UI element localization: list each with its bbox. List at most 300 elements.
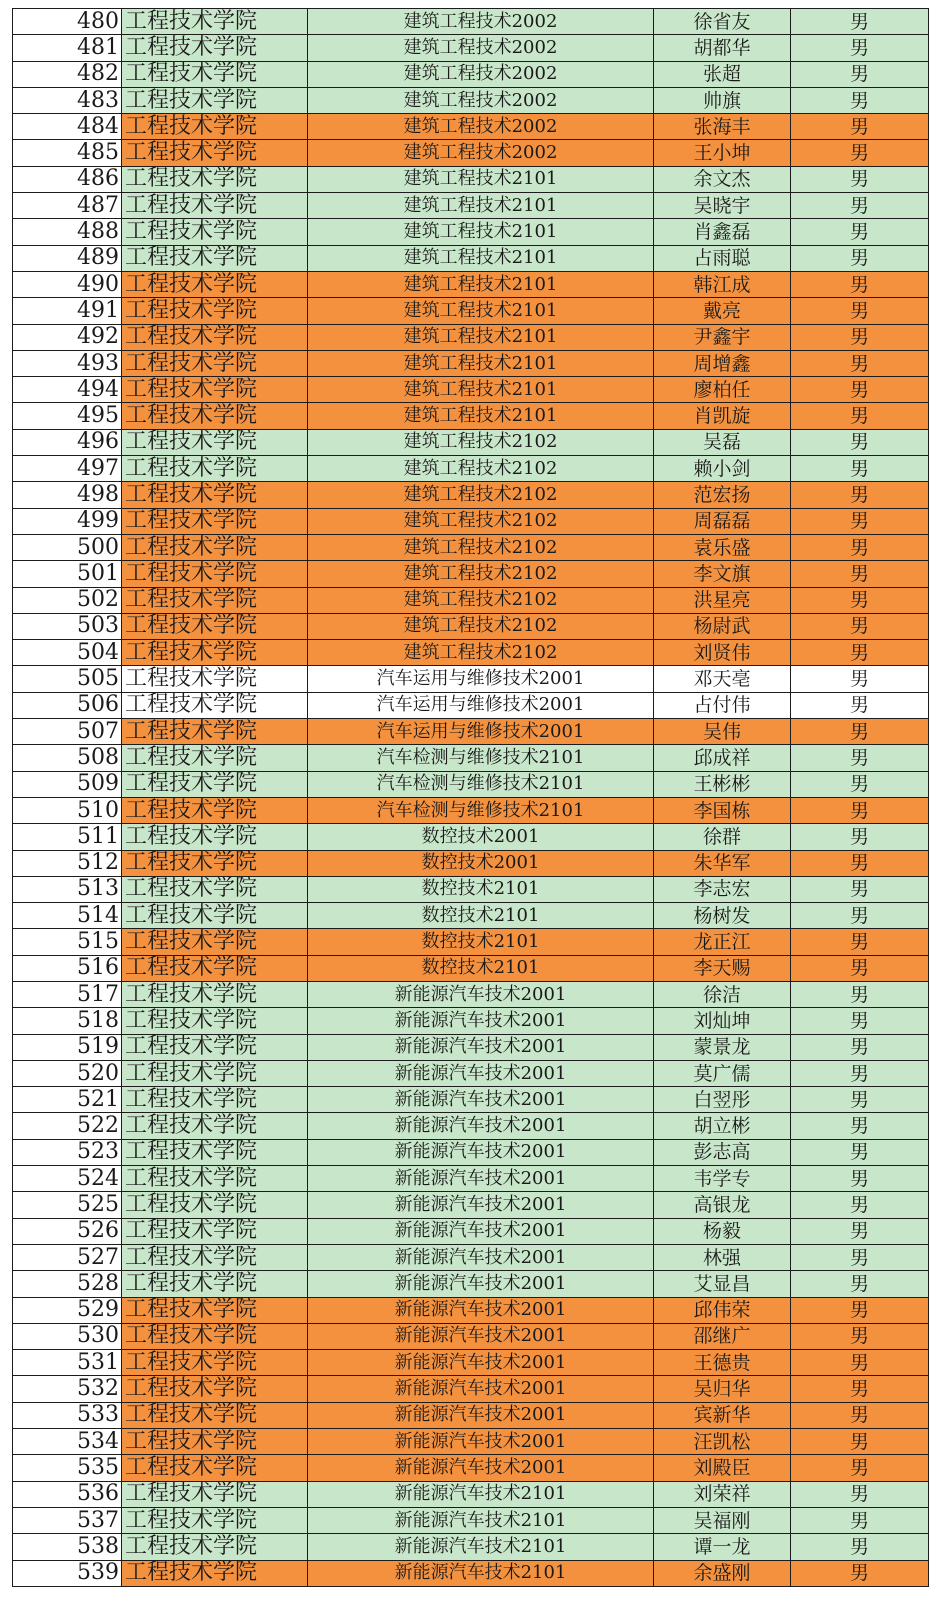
student-name-cell: 白翌彤 — [654, 1087, 791, 1113]
student-name-cell: 尹鑫宇 — [654, 324, 791, 350]
table-row — [13, 1402, 929, 1428]
student-name-cell: 刘灿坤 — [654, 1008, 791, 1034]
row-number-cell: 495 — [13, 403, 122, 429]
class-cell: 建筑工程技术2102 — [308, 482, 654, 508]
college-cell: 工程技术学院 — [122, 219, 308, 245]
class-cell: 新能源汽车技术2101 — [308, 1534, 654, 1560]
class-cell: 建筑工程技术2101 — [308, 245, 654, 271]
college-cell: 工程技术学院 — [122, 114, 308, 140]
table-row — [13, 1481, 929, 1507]
college-cell: 工程技术学院 — [122, 1376, 308, 1402]
class-cell: 汽车运用与维修技术2001 — [308, 719, 654, 745]
row-number-cell: 517 — [13, 981, 122, 1007]
row-number-cell: 521 — [13, 1087, 122, 1113]
gender-cell: 男 — [791, 114, 929, 140]
college-cell: 工程技术学院 — [122, 9, 308, 35]
college-cell: 工程技术学院 — [122, 324, 308, 350]
table-row — [13, 903, 929, 929]
college-cell: 工程技术学院 — [122, 1218, 308, 1244]
student-name-cell: 宾新华 — [654, 1402, 791, 1428]
class-cell: 建筑工程技术2102 — [308, 508, 654, 534]
college-cell: 工程技术学院 — [122, 1034, 308, 1060]
row-number-cell: 496 — [13, 429, 122, 455]
class-cell: 新能源汽车技术2001 — [308, 1166, 654, 1192]
college-cell: 工程技术学院 — [122, 456, 308, 482]
row-number-cell: 524 — [13, 1166, 122, 1192]
college-cell: 工程技术学院 — [122, 1455, 308, 1481]
row-number-cell: 483 — [13, 87, 122, 113]
row-number-cell: 507 — [13, 719, 122, 745]
class-cell: 建筑工程技术2101 — [308, 377, 654, 403]
student-name-cell: 肖凯旋 — [654, 403, 791, 429]
student-name-cell: 韦学专 — [654, 1166, 791, 1192]
class-cell: 新能源汽车技术2001 — [308, 1455, 654, 1481]
gender-cell: 男 — [791, 1350, 929, 1376]
table-row — [13, 1534, 929, 1560]
row-number-cell: 502 — [13, 587, 122, 613]
student-name-cell: 刘荣祥 — [654, 1481, 791, 1507]
gender-cell: 男 — [791, 587, 929, 613]
row-number-cell: 538 — [13, 1534, 122, 1560]
gender-cell: 男 — [791, 1139, 929, 1165]
row-number-cell: 501 — [13, 561, 122, 587]
table-row — [13, 1113, 929, 1139]
class-cell: 新能源汽车技术2001 — [308, 1376, 654, 1402]
gender-cell: 男 — [791, 1507, 929, 1533]
college-cell: 工程技术学院 — [122, 1271, 308, 1297]
student-name-cell: 占雨聪 — [654, 245, 791, 271]
class-cell: 新能源汽车技术2001 — [308, 1113, 654, 1139]
gender-cell: 男 — [791, 403, 929, 429]
gender-cell: 男 — [791, 219, 929, 245]
row-number-cell: 525 — [13, 1192, 122, 1218]
class-cell: 新能源汽车技术2001 — [308, 1218, 654, 1244]
table-row — [13, 245, 929, 271]
table-row — [13, 797, 929, 823]
class-cell: 新能源汽车技术2001 — [308, 1087, 654, 1113]
class-cell: 新能源汽车技术2101 — [308, 1481, 654, 1507]
student-name-cell: 谭一龙 — [654, 1534, 791, 1560]
table-row — [13, 561, 929, 587]
row-number-cell: 513 — [13, 876, 122, 902]
class-cell: 建筑工程技术2102 — [308, 587, 654, 613]
table-row — [13, 482, 929, 508]
student-name-cell: 刘殿臣 — [654, 1455, 791, 1481]
row-number-cell: 528 — [13, 1271, 122, 1297]
student-name-cell: 李文旗 — [654, 561, 791, 587]
table-row — [13, 1350, 929, 1376]
gender-cell: 男 — [791, 271, 929, 297]
table-row — [13, 745, 929, 771]
row-number-cell: 536 — [13, 1481, 122, 1507]
class-cell: 新能源汽车技术2001 — [308, 1323, 654, 1349]
class-cell: 汽车检测与维修技术2101 — [308, 745, 654, 771]
college-cell: 工程技术学院 — [122, 1402, 308, 1428]
class-cell: 新能源汽车技术2001 — [308, 1192, 654, 1218]
gender-cell: 男 — [791, 1323, 929, 1349]
student-name-cell: 莫广儒 — [654, 1060, 791, 1086]
gender-cell: 男 — [791, 1008, 929, 1034]
table-row — [13, 114, 929, 140]
table-row — [13, 534, 929, 560]
table-row — [13, 1323, 929, 1349]
student-name-cell: 胡立彬 — [654, 1113, 791, 1139]
row-number-cell: 529 — [13, 1297, 122, 1323]
student-name-cell: 余文杰 — [654, 166, 791, 192]
class-cell: 数控技术2101 — [308, 929, 654, 955]
row-number-cell: 523 — [13, 1139, 122, 1165]
student-name-cell: 徐省友 — [654, 9, 791, 35]
gender-cell: 男 — [791, 140, 929, 166]
gender-cell: 男 — [791, 719, 929, 745]
row-number-cell: 522 — [13, 1113, 122, 1139]
class-cell: 新能源汽车技术2001 — [308, 1297, 654, 1323]
class-cell: 汽车运用与维修技术2001 — [308, 666, 654, 692]
college-cell: 工程技术学院 — [122, 929, 308, 955]
college-cell: 工程技术学院 — [122, 298, 308, 324]
college-cell: 工程技术学院 — [122, 1429, 308, 1455]
college-cell: 工程技术学院 — [122, 350, 308, 376]
table-row — [13, 1060, 929, 1086]
gender-cell: 男 — [791, 771, 929, 797]
row-number-cell: 480 — [13, 9, 122, 35]
row-number-cell: 488 — [13, 219, 122, 245]
row-number-cell: 514 — [13, 903, 122, 929]
college-cell: 工程技术学院 — [122, 561, 308, 587]
row-number-cell: 498 — [13, 482, 122, 508]
gender-cell: 男 — [791, 640, 929, 666]
row-number-cell: 531 — [13, 1350, 122, 1376]
student-name-cell: 周磊磊 — [654, 508, 791, 534]
gender-cell: 男 — [791, 1192, 929, 1218]
class-cell: 新能源汽车技术2001 — [308, 1429, 654, 1455]
college-cell: 工程技术学院 — [122, 429, 308, 455]
table-row — [13, 981, 929, 1007]
gender-cell: 男 — [791, 61, 929, 87]
row-number-cell: 503 — [13, 613, 122, 639]
table-row — [13, 166, 929, 192]
table-row — [13, 1271, 929, 1297]
row-number-cell: 485 — [13, 140, 122, 166]
college-cell: 工程技术学院 — [122, 719, 308, 745]
table-row — [13, 929, 929, 955]
table-row — [13, 1429, 929, 1455]
college-cell: 工程技术学院 — [122, 1244, 308, 1270]
class-cell: 建筑工程技术2101 — [308, 324, 654, 350]
college-cell: 工程技术学院 — [122, 1060, 308, 1086]
college-cell: 工程技术学院 — [122, 640, 308, 666]
table-row — [13, 1166, 929, 1192]
student-name-cell: 蒙景龙 — [654, 1034, 791, 1060]
row-number-cell: 535 — [13, 1455, 122, 1481]
row-number-cell: 499 — [13, 508, 122, 534]
class-cell: 新能源汽车技术2001 — [308, 1244, 654, 1270]
table-row — [13, 1455, 929, 1481]
row-number-cell: 500 — [13, 534, 122, 560]
gender-cell: 男 — [791, 9, 929, 35]
gender-cell: 男 — [791, 298, 929, 324]
student-name-cell: 胡都华 — [654, 35, 791, 61]
college-cell: 工程技术学院 — [122, 377, 308, 403]
student-name-cell: 吴伟 — [654, 719, 791, 745]
student-name-cell: 彭志高 — [654, 1139, 791, 1165]
student-name-cell: 杨尉武 — [654, 613, 791, 639]
gender-cell: 男 — [791, 1034, 929, 1060]
row-number-cell: 497 — [13, 456, 122, 482]
table-row — [13, 1087, 929, 1113]
row-number-cell: 534 — [13, 1429, 122, 1455]
student-name-cell: 邱伟荣 — [654, 1297, 791, 1323]
college-cell: 工程技术学院 — [122, 1139, 308, 1165]
gender-cell: 男 — [791, 561, 929, 587]
class-cell: 新能源汽车技术2101 — [308, 1560, 654, 1586]
table-row — [13, 1034, 929, 1060]
student-name-cell: 杨毅 — [654, 1218, 791, 1244]
college-cell: 工程技术学院 — [122, 692, 308, 718]
row-number-cell: 512 — [13, 850, 122, 876]
college-cell: 工程技术学院 — [122, 166, 308, 192]
gender-cell: 男 — [791, 35, 929, 61]
college-cell: 工程技术学院 — [122, 403, 308, 429]
student-name-cell: 赖小剑 — [654, 456, 791, 482]
student-name-cell: 龙正江 — [654, 929, 791, 955]
class-cell: 新能源汽车技术2001 — [308, 1060, 654, 1086]
student-name-cell: 肖鑫磊 — [654, 219, 791, 245]
gender-cell: 男 — [791, 87, 929, 113]
table-body — [13, 9, 929, 1587]
class-cell: 汽车检测与维修技术2101 — [308, 771, 654, 797]
table-row — [13, 955, 929, 981]
gender-cell: 男 — [791, 456, 929, 482]
table-row — [13, 850, 929, 876]
row-number-cell: 515 — [13, 929, 122, 955]
college-cell: 工程技术学院 — [122, 1113, 308, 1139]
row-number-cell: 505 — [13, 666, 122, 692]
table-row — [13, 1139, 929, 1165]
student-name-cell: 占付伟 — [654, 692, 791, 718]
class-cell: 建筑工程技术2002 — [308, 9, 654, 35]
row-number-cell: 508 — [13, 745, 122, 771]
student-name-cell: 杨树发 — [654, 903, 791, 929]
student-name-cell: 吴归华 — [654, 1376, 791, 1402]
student-name-cell: 徐群 — [654, 824, 791, 850]
table-row — [13, 824, 929, 850]
class-cell: 建筑工程技术2102 — [308, 613, 654, 639]
gender-cell: 男 — [791, 429, 929, 455]
class-cell: 建筑工程技术2101 — [308, 193, 654, 219]
table-row — [13, 429, 929, 455]
class-cell: 新能源汽车技术2101 — [308, 1507, 654, 1533]
class-cell: 数控技术2001 — [308, 850, 654, 876]
gender-cell: 男 — [791, 666, 929, 692]
class-cell: 建筑工程技术2102 — [308, 640, 654, 666]
student-name-cell: 汪凯松 — [654, 1429, 791, 1455]
gender-cell: 男 — [791, 955, 929, 981]
student-name-cell: 袁乐盛 — [654, 534, 791, 560]
row-number-cell: 484 — [13, 114, 122, 140]
college-cell: 工程技术学院 — [122, 1507, 308, 1533]
table-row — [13, 298, 929, 324]
gender-cell: 男 — [791, 1244, 929, 1270]
student-name-cell: 周增鑫 — [654, 350, 791, 376]
row-number-cell: 486 — [13, 166, 122, 192]
table-row — [13, 666, 929, 692]
table-row — [13, 587, 929, 613]
class-cell: 数控技术2101 — [308, 955, 654, 981]
table-row — [13, 193, 929, 219]
student-name-cell: 林强 — [654, 1244, 791, 1270]
class-cell: 新能源汽车技术2001 — [308, 1350, 654, 1376]
row-number-cell: 527 — [13, 1244, 122, 1270]
table-row — [13, 1507, 929, 1533]
class-cell: 汽车检测与维修技术2101 — [308, 797, 654, 823]
student-name-cell: 邓天亳 — [654, 666, 791, 692]
class-cell: 建筑工程技术2102 — [308, 456, 654, 482]
student-name-cell: 艾显昌 — [654, 1271, 791, 1297]
college-cell: 工程技术学院 — [122, 1534, 308, 1560]
row-number-cell: 519 — [13, 1034, 122, 1060]
gender-cell: 男 — [791, 981, 929, 1007]
college-cell: 工程技术学院 — [122, 771, 308, 797]
row-number-cell: 530 — [13, 1323, 122, 1349]
student-name-cell: 刘贤伟 — [654, 640, 791, 666]
class-cell: 建筑工程技术2102 — [308, 429, 654, 455]
college-cell: 工程技术学院 — [122, 140, 308, 166]
gender-cell: 男 — [791, 377, 929, 403]
gender-cell: 男 — [791, 1060, 929, 1086]
gender-cell: 男 — [791, 1218, 929, 1244]
college-cell: 工程技术学院 — [122, 193, 308, 219]
table-row — [13, 613, 929, 639]
gender-cell: 男 — [791, 1534, 929, 1560]
class-cell: 建筑工程技术2101 — [308, 350, 654, 376]
table-row — [13, 9, 929, 35]
row-number-cell: 533 — [13, 1402, 122, 1428]
gender-cell: 男 — [791, 1271, 929, 1297]
class-cell: 新能源汽车技术2001 — [308, 1139, 654, 1165]
college-cell: 工程技术学院 — [122, 245, 308, 271]
college-cell: 工程技术学院 — [122, 797, 308, 823]
gender-cell: 男 — [791, 613, 929, 639]
gender-cell: 男 — [791, 1455, 929, 1481]
table-row — [13, 1008, 929, 1034]
row-number-cell: 490 — [13, 271, 122, 297]
college-cell: 工程技术学院 — [122, 271, 308, 297]
college-cell: 工程技术学院 — [122, 1481, 308, 1507]
student-name-cell: 张海丰 — [654, 114, 791, 140]
student-name-cell: 李国栋 — [654, 797, 791, 823]
row-number-cell: 481 — [13, 35, 122, 61]
table-row — [13, 771, 929, 797]
college-cell: 工程技术学院 — [122, 850, 308, 876]
gender-cell: 男 — [791, 1376, 929, 1402]
class-cell: 新能源汽车技术2001 — [308, 981, 654, 1007]
row-number-cell: 509 — [13, 771, 122, 797]
row-number-cell: 489 — [13, 245, 122, 271]
gender-cell: 男 — [791, 508, 929, 534]
row-number-cell: 504 — [13, 640, 122, 666]
student-name-cell: 王德贵 — [654, 1350, 791, 1376]
row-number-cell: 482 — [13, 61, 122, 87]
class-cell: 建筑工程技术2002 — [308, 114, 654, 140]
class-cell: 建筑工程技术2002 — [308, 61, 654, 87]
class-cell: 建筑工程技术2101 — [308, 403, 654, 429]
row-number-cell: 539 — [13, 1560, 122, 1586]
student-name-cell: 吴磊 — [654, 429, 791, 455]
row-number-cell: 492 — [13, 324, 122, 350]
student-name-cell: 徐洁 — [654, 981, 791, 1007]
class-cell: 数控技术2101 — [308, 876, 654, 902]
table-row — [13, 35, 929, 61]
class-cell: 新能源汽车技术2001 — [308, 1034, 654, 1060]
row-number-cell: 518 — [13, 1008, 122, 1034]
table-row — [13, 377, 929, 403]
row-number-cell: 506 — [13, 692, 122, 718]
row-number-cell: 516 — [13, 955, 122, 981]
class-cell: 建筑工程技术2102 — [308, 534, 654, 560]
gender-cell: 男 — [791, 745, 929, 771]
college-cell: 工程技术学院 — [122, 1297, 308, 1323]
student-name-cell: 朱华军 — [654, 850, 791, 876]
class-cell: 建筑工程技术2002 — [308, 140, 654, 166]
college-cell: 工程技术学院 — [122, 666, 308, 692]
table-row — [13, 1297, 929, 1323]
gender-cell: 男 — [791, 245, 929, 271]
student-name-cell: 邱成祥 — [654, 745, 791, 771]
college-cell: 工程技术学院 — [122, 1166, 308, 1192]
row-number-cell: 511 — [13, 824, 122, 850]
class-cell: 建筑工程技术2002 — [308, 87, 654, 113]
row-number-cell: 491 — [13, 298, 122, 324]
table-row — [13, 140, 929, 166]
class-cell: 新能源汽车技术2001 — [308, 1008, 654, 1034]
table-row — [13, 1376, 929, 1402]
college-cell: 工程技术学院 — [122, 876, 308, 902]
college-cell: 工程技术学院 — [122, 534, 308, 560]
college-cell: 工程技术学院 — [122, 587, 308, 613]
row-number-cell: 494 — [13, 377, 122, 403]
gender-cell: 男 — [791, 1560, 929, 1586]
row-number-cell: 532 — [13, 1376, 122, 1402]
table-row — [13, 719, 929, 745]
student-name-cell: 王彬彬 — [654, 771, 791, 797]
student-name-cell: 洪星亮 — [654, 587, 791, 613]
class-cell: 数控技术2001 — [308, 824, 654, 850]
class-cell: 新能源汽车技术2001 — [308, 1402, 654, 1428]
table-row — [13, 403, 929, 429]
row-number-cell: 493 — [13, 350, 122, 376]
college-cell: 工程技术学院 — [122, 1192, 308, 1218]
table-row — [13, 876, 929, 902]
class-cell: 建筑工程技术2002 — [308, 35, 654, 61]
student-name-cell: 李志宏 — [654, 876, 791, 902]
student-name-cell: 韩江成 — [654, 271, 791, 297]
row-number-cell: 526 — [13, 1218, 122, 1244]
table-row — [13, 219, 929, 245]
table-row — [13, 1192, 929, 1218]
student-name-cell: 帅旗 — [654, 87, 791, 113]
gender-cell: 男 — [791, 482, 929, 508]
gender-cell: 男 — [791, 166, 929, 192]
row-number-cell: 510 — [13, 797, 122, 823]
college-cell: 工程技术学院 — [122, 61, 308, 87]
college-cell: 工程技术学院 — [122, 981, 308, 1007]
table-row — [13, 692, 929, 718]
class-cell: 建筑工程技术2101 — [308, 271, 654, 297]
gender-cell: 男 — [791, 1297, 929, 1323]
college-cell: 工程技术学院 — [122, 1323, 308, 1349]
gender-cell: 男 — [791, 193, 929, 219]
